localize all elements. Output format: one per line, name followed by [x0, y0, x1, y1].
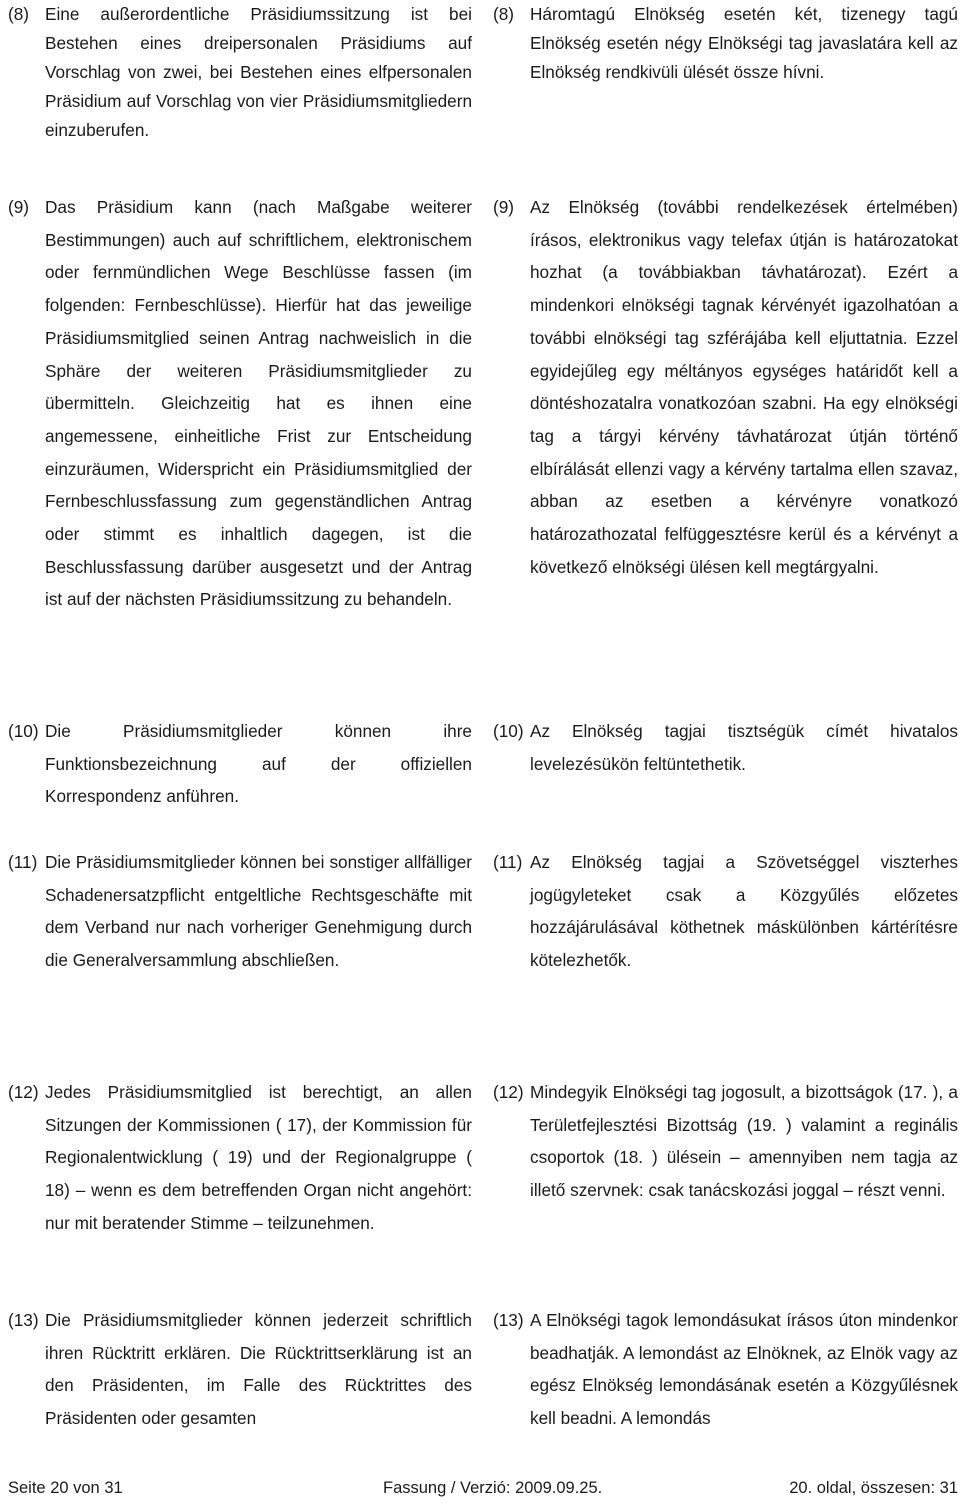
paragraph-number: (12): [493, 1082, 524, 1102]
paragraph-text: Az Elnökség tagjai tisztségük címét hivatalos levelezésükön feltüntethetik.: [530, 721, 958, 774]
paragraph-text: Die Präsidiumsmitglieder können bei sonstiger allfälliger Schadenersatzpflicht entgeltliche Rechtsgeschäfte mit dem Verband nur nach vorheriger Genehmigung durch die Generalversammlung abschließen.: [45, 852, 472, 971]
paragraph-text: Az Elnökség tagjai a Szövetséggel viszterhes jogügyleteket csak a Közgyűlés előzetes hozzájárulásával köthetnek máskülönben kártérítésre kötelezhetők.: [530, 852, 958, 971]
paragraph-number: (8): [8, 4, 30, 24]
paragraph-text: Die Präsidiumsmitglieder können jederzeit schriftlich ihren Rücktritt erklären. Die Rücktrittserklärung ist an den Präsidenten, im Falle des Rücktrittes des Präsidenten oder gesamten: [45, 1310, 472, 1429]
hu-paragraph-10: [493, 715, 958, 780]
paragraph-text: Az Elnökség (további rendelkezések értelmében) írásos, elektronikus vagy telefax útján is határozatokat hozhat (a továbbiakban távhatározat). Ezért a mindenkori elnökségi tagnak kérvényét igazolhatóan a további elnökségi tag szférájába kell eljuttatnia. Ezzel egyidejűleg egy méltányos egységes határidőt kell a döntéshozatalra vonatkozóan szabni. Ha egy elnökségi tag a tárgyi kérvény távhatározat útján történő elbírálását ellenzi vagy a kérvény tartalma ellen szavaz, abban az esetben a kérvényre vonatkozó határozathozatal felfüggesztésre kerül és a kérvényt a következő elnökségi ülésen kell megtárgyalni.: [530, 197, 958, 577]
page-number-hu: 20. oldal, összesen: 31: [789, 1479, 958, 1497]
paragraph-text: Das Präsidium kann (nach Maßgabe weiterer Bestimmungen) auch auf schriftlichem, elektronischem oder fernmündlichen Wege Beschlüsse fassen (im folgenden: Fernbeschlüsse). Hierfür hat das jeweilige Präsidiumsmitglied seinen Antrag nachweislich in die Sphäre der weiteren Präsidiumsmitglieder zu übermitteln. Gleichzeitig hat es ihnen eine angemessene, einheitliche Frist zur Entscheidung einzuräumen, Widerspricht ein Präsidiumsmitglied der Fernbeschlussfassung zum gegenständlichen Antrag oder stimmt es inhaltlich dagegen, ist die Beschlussfassung darüber ausgesetzt und der Antrag ist auf der nächsten Präsidiumssitzung zu behandeln.: [45, 197, 472, 610]
paragraph-text: Eine außerordentliche Präsidiumssitzung ist bei Bestehen eines dreipersonalen Präsidiums auf Vorschlag von zwei, bei Bestehen eines elfpersonalen Präsidium auf Vorschlag von vier Präsidiumsmitgliedern einzuberufen.: [45, 4, 472, 140]
page-footer: [8, 1477, 958, 1499]
de-paragraph-8: [8, 0, 472, 145]
paragraph-number: (11): [8, 852, 38, 872]
paragraph-number: (8): [493, 4, 515, 24]
paragraph-number: (13): [8, 1310, 39, 1330]
page-number-de: Seite 20 von 31: [8, 1479, 123, 1497]
de-paragraph-11: [8, 846, 472, 977]
hu-paragraph-13: [493, 1304, 958, 1435]
de-paragraph-10: [8, 715, 472, 813]
hu-paragraph-9: [493, 191, 958, 583]
paragraph-number: (13): [493, 1310, 524, 1330]
hu-paragraph-11: [493, 846, 958, 977]
paragraph-number: (10): [8, 721, 39, 741]
paragraph-number: (11): [493, 852, 523, 872]
de-paragraph-13: [8, 1304, 472, 1435]
paragraph-number: (9): [8, 197, 30, 217]
hu-paragraph-8: [493, 0, 958, 87]
hu-paragraph-12: [493, 1076, 958, 1207]
paragraph-number: (9): [493, 197, 515, 217]
paragraph-text: Mindegyik Elnökségi tag jogosult, a bizottságok (17. ), a Területfejlesztési Bizottság (19. ) valamint a reginális csoportok (18. ) ülésein – amennyiben nem tagja az illető szervnek: csak tanácskozási joggal – részt venni.: [530, 1082, 958, 1201]
paragraph-number: (12): [8, 1082, 39, 1102]
paragraph-number: (10): [493, 721, 524, 741]
paragraph-text: Jedes Präsidiumsmitglied ist berechtigt, an allen Sitzungen der Kommissionen ( 17), der Kommission für Regionalentwicklung ( 19) und der Regionalgruppe ( 18) – wenn es dem betreffenden Organ nicht angehört: nur mit beratender Stimme – teilzunehmen.: [45, 1082, 472, 1233]
paragraph-text: Die Präsidiumsmitglieder können ihre Funktionsbezeichnung auf der offiziellen Korrespondenz anführen.: [45, 721, 472, 807]
de-paragraph-12: [8, 1076, 472, 1240]
paragraph-text: A Elnökségi tagok lemondásukat írásos úton mindenkor beadhatják. A lemondást az Elnöknek, az Elnök vagy az egész Elnökség lemondásának esetén a Közgyűlésnek kell beadni. A lemondás: [530, 1310, 958, 1429]
paragraph-text: Háromtagú Elnökség esetén két, tizenegy tagú Elnökség esetén négy Elnökségi tag javaslatára kell az Elnökség rendkivüli ülését össze hívni.: [530, 4, 958, 82]
document-version: Fassung / Verzió: 2009.09.25.: [383, 1479, 603, 1497]
de-paragraph-9: [8, 191, 472, 616]
